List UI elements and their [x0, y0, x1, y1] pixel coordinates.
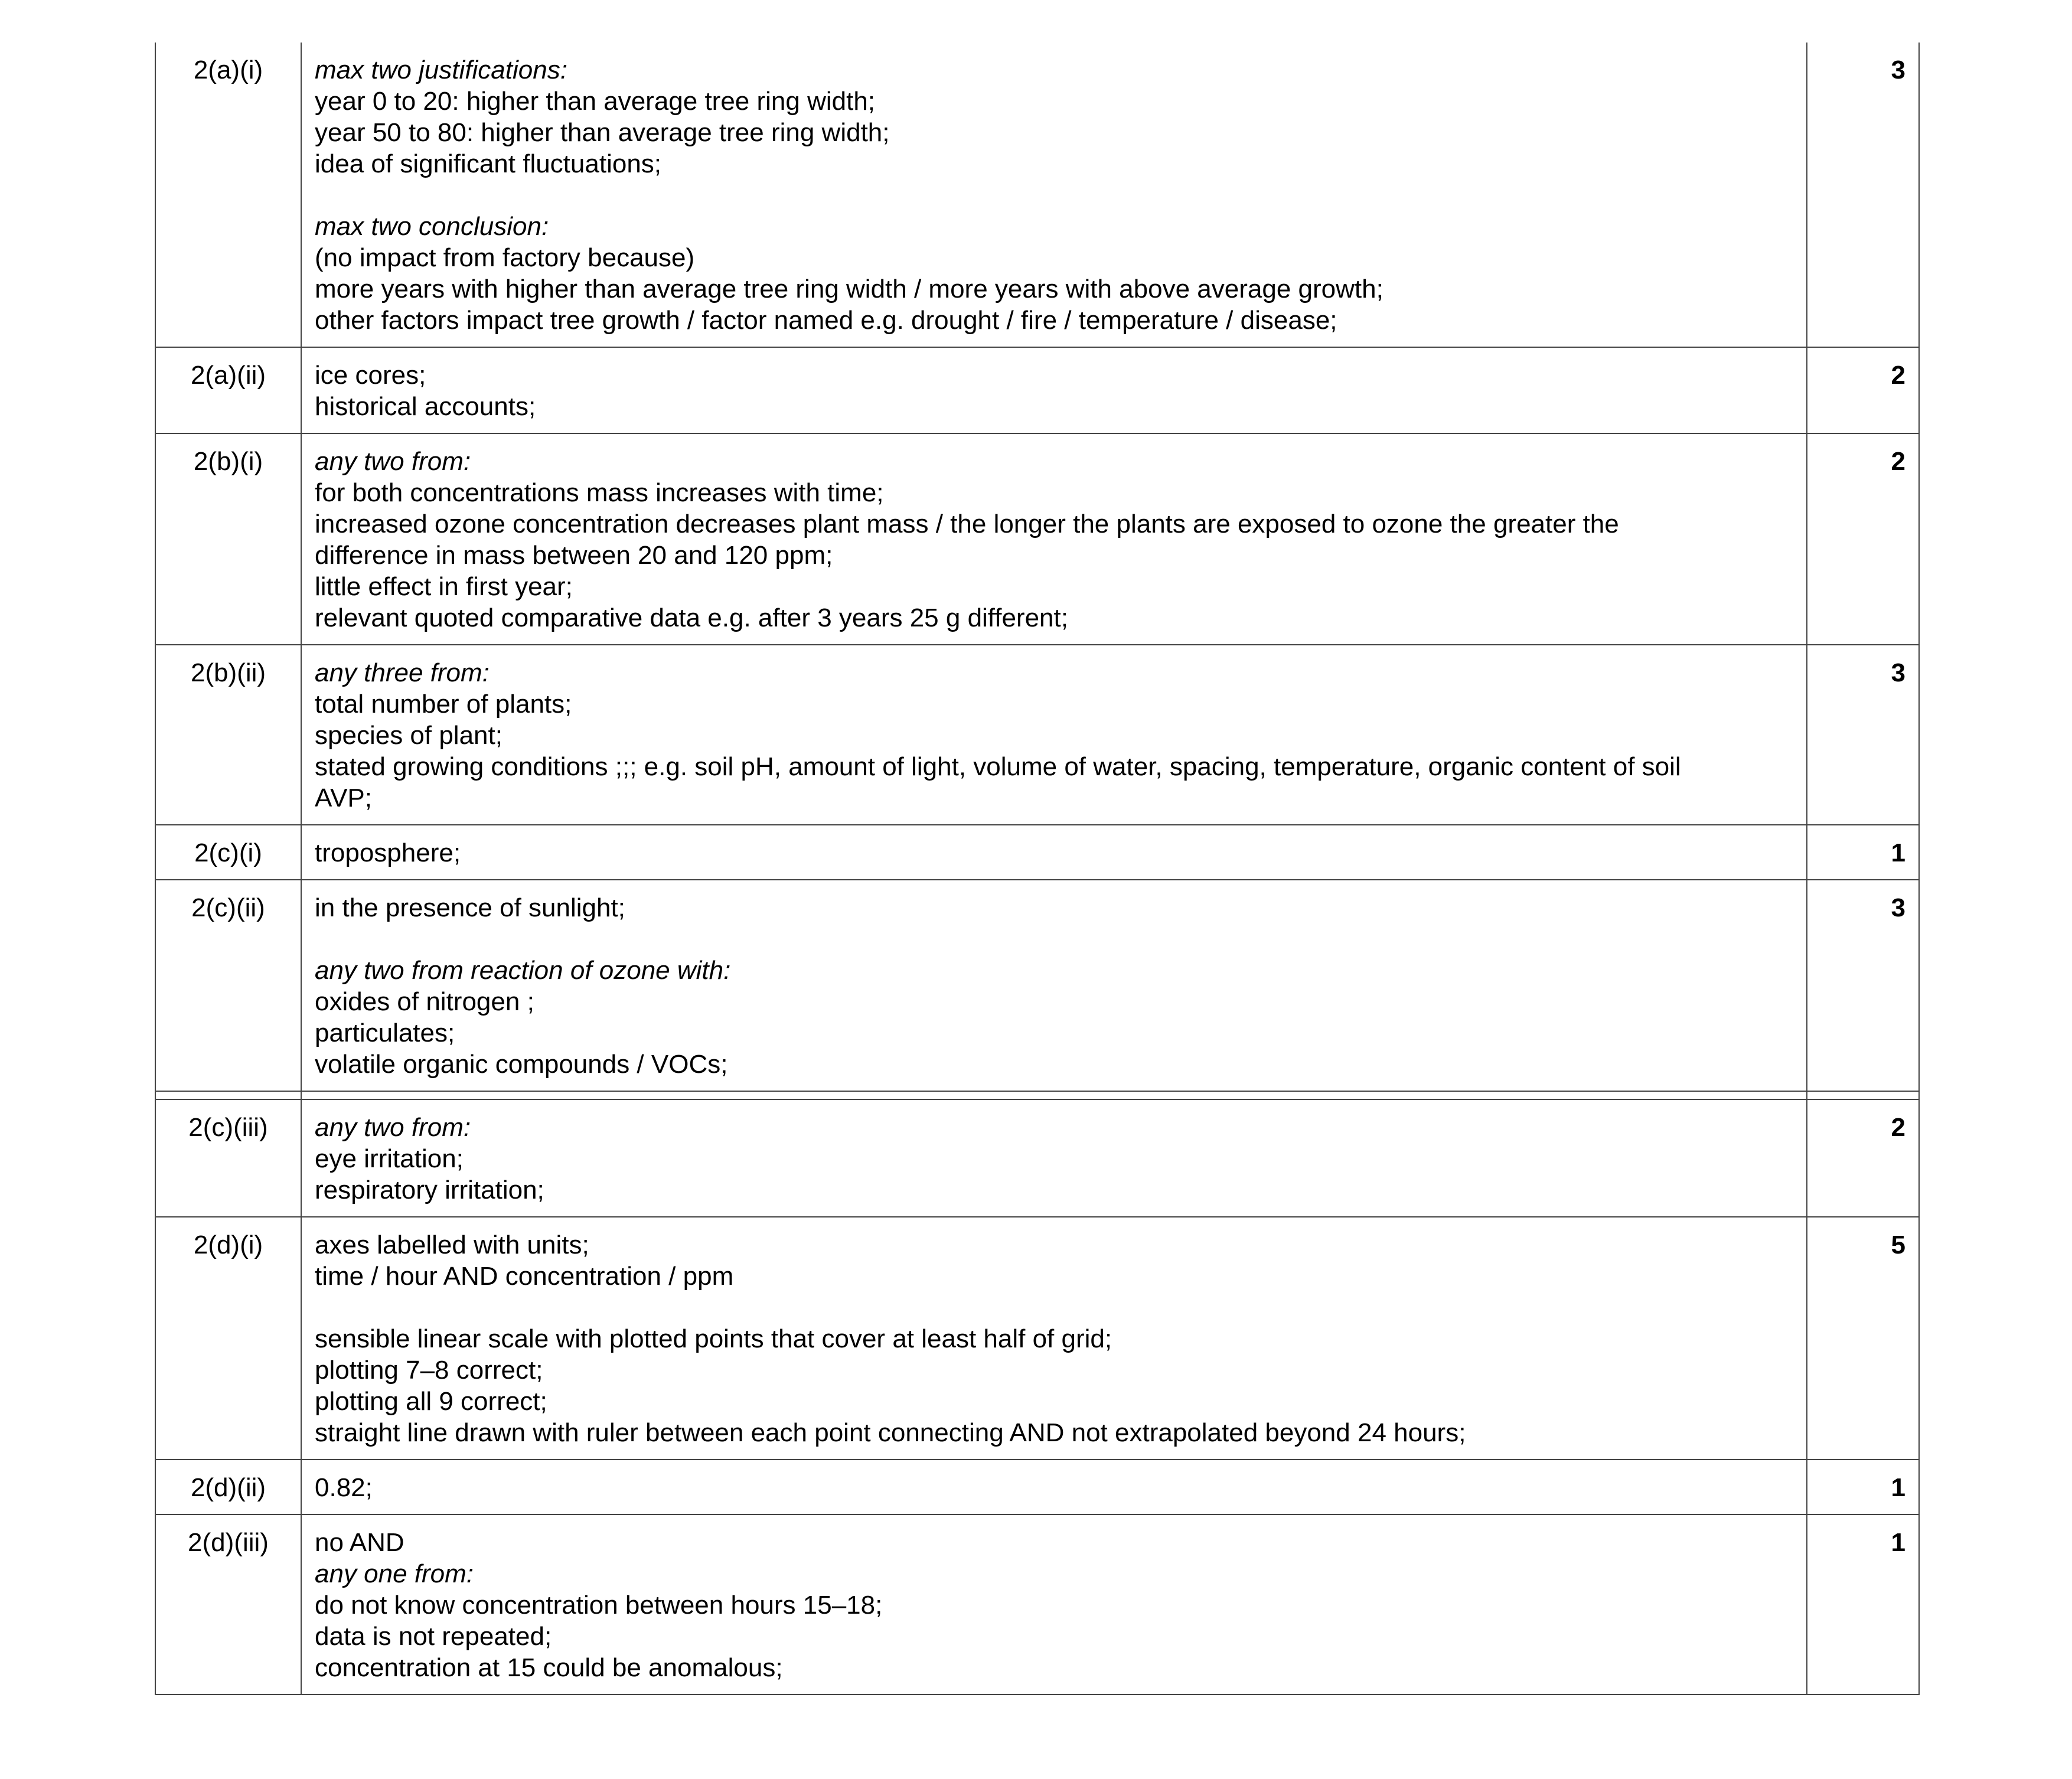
- blank-line: [315, 1292, 1793, 1323]
- answer-line: more years with higher than average tree ring width / more years with above average growth;: [315, 275, 1383, 303]
- answer-cell: [301, 1217, 1807, 1460]
- mark-scheme-body: [155, 43, 1919, 1695]
- answer-instruction: any three from:: [315, 658, 490, 687]
- answer-line: eye irritation;: [315, 1144, 464, 1173]
- answer-line: historical accounts;: [315, 392, 536, 421]
- table-row: [155, 645, 1919, 825]
- answer-line: in the presence of sunlight;: [315, 893, 625, 922]
- answer-cell: [301, 645, 1807, 825]
- question-number: 2(a)(ii): [155, 347, 301, 433]
- answer-line: concentration at 15 could be anomalous;: [315, 1653, 783, 1682]
- answer-line: do not know concentration between hours 15–18;: [315, 1591, 883, 1620]
- blank-line: [315, 179, 1793, 211]
- table-row: [155, 880, 1919, 1091]
- answer-line: AVP;: [315, 784, 373, 812]
- answer-line: idea of significant fluctuations;: [315, 149, 662, 178]
- answer-line: axes labelled with units;: [315, 1230, 589, 1259]
- marks-value: 3: [1807, 43, 1919, 347]
- answer-instruction: max two justifications:: [315, 56, 567, 84]
- answer-cell: [301, 825, 1807, 880]
- answer-line: other factors impact tree growth / factor named e.g. drought / fire / temperature / disease;: [315, 306, 1337, 335]
- answer-cell: [301, 433, 1807, 645]
- answer-instruction: any one from:: [315, 1559, 474, 1588]
- answer-line: troposphere;: [315, 838, 461, 867]
- answer-line: 0.82;: [315, 1473, 373, 1502]
- answer-cell: [301, 1514, 1807, 1695]
- answer-line: no AND: [315, 1528, 404, 1557]
- answer-line: data is not repeated;: [315, 1622, 552, 1651]
- answer-line: plotting 7–8 correct;: [315, 1356, 543, 1385]
- table-row: [155, 1514, 1919, 1695]
- answer-instruction: any two from reaction of ozone with:: [315, 956, 731, 985]
- table-row: [155, 347, 1919, 433]
- answer-line: plotting all 9 correct;: [315, 1387, 547, 1416]
- answer-line: volatile organic compounds / VOCs;: [315, 1050, 728, 1079]
- marks-value: 5: [1807, 1217, 1919, 1460]
- answer-cell: [301, 880, 1807, 1091]
- answer-cell: [301, 1460, 1807, 1514]
- answer-line: total number of plants;: [315, 690, 572, 719]
- answer-line: (no impact from factory because): [315, 243, 695, 272]
- marks-value: 3: [1807, 880, 1919, 1091]
- answer-cell: [301, 1099, 1807, 1217]
- table-row: [155, 43, 1919, 347]
- answer-line: little effect in first year;: [315, 572, 573, 601]
- table-row: [155, 825, 1919, 880]
- answer-line: particulates;: [315, 1019, 455, 1047]
- marks-value: 2: [1807, 347, 1919, 433]
- question-number: 2(a)(i): [155, 43, 301, 347]
- marks-value: 2: [1807, 1099, 1919, 1217]
- question-number: 2(b)(i): [155, 433, 301, 645]
- answer-line: time / hour AND concentration / ppm: [315, 1262, 734, 1291]
- marks-value: 1: [1807, 825, 1919, 880]
- divider-cell: [301, 1091, 1807, 1099]
- question-number: 2(c)(ii): [155, 880, 301, 1091]
- marks-value: 1: [1807, 1460, 1919, 1514]
- question-number: 2(d)(i): [155, 1217, 301, 1460]
- answer-line: increased ozone concentration decreases plant mass / the longer the plants are exposed to ozone the greater the: [315, 510, 1619, 538]
- question-number: 2(c)(i): [155, 825, 301, 880]
- question-number: 2(d)(iii): [155, 1514, 301, 1695]
- answer-line: sensible linear scale with plotted points that cover at least half of grid;: [315, 1324, 1112, 1353]
- answer-line: straight line drawn with ruler between each point connecting AND not extrapolated beyond 24 hours;: [315, 1418, 1466, 1447]
- table-row: [155, 1460, 1919, 1514]
- answer-line: ice cores;: [315, 361, 426, 390]
- mark-scheme-table: [155, 43, 1920, 1695]
- answer-cell: [301, 43, 1807, 347]
- answer-line: year 0 to 20: higher than average tree ring width;: [315, 87, 876, 116]
- answer-line: species of plant;: [315, 721, 502, 750]
- answer-line: difference in mass between 20 and 120 ppm;: [315, 541, 833, 570]
- divider-cell: [1807, 1091, 1919, 1099]
- answer-instruction: any two from:: [315, 447, 471, 476]
- section-divider: [155, 1091, 1919, 1099]
- answer-line: for both concentrations mass increases with time;: [315, 478, 884, 507]
- marks-value: 1: [1807, 1514, 1919, 1695]
- answer-line: relevant quoted comparative data e.g. after 3 years 25 g different;: [315, 603, 1068, 632]
- answer-line: oxides of nitrogen ;: [315, 987, 534, 1016]
- table-row: [155, 433, 1919, 645]
- answer-instruction: any two from:: [315, 1113, 471, 1142]
- answer-cell: [301, 347, 1807, 433]
- question-number: 2(d)(ii): [155, 1460, 301, 1514]
- question-number: 2(c)(iii): [155, 1099, 301, 1217]
- answer-line: stated growing conditions ;;; e.g. soil pH, amount of light, volume of water, spacing, temperature, organic content of soil: [315, 752, 1681, 781]
- table-row: [155, 1099, 1919, 1217]
- answer-line: year 50 to 80: higher than average tree ring width;: [315, 118, 890, 147]
- blank-line: [315, 923, 1793, 955]
- table-row: [155, 1217, 1919, 1460]
- answer-line: respiratory irritation;: [315, 1176, 544, 1205]
- question-number: 2(b)(ii): [155, 645, 301, 825]
- marks-value: 3: [1807, 645, 1919, 825]
- marks-value: 2: [1807, 433, 1919, 645]
- divider-cell: [155, 1091, 301, 1099]
- answer-instruction: max two conclusion:: [315, 212, 549, 241]
